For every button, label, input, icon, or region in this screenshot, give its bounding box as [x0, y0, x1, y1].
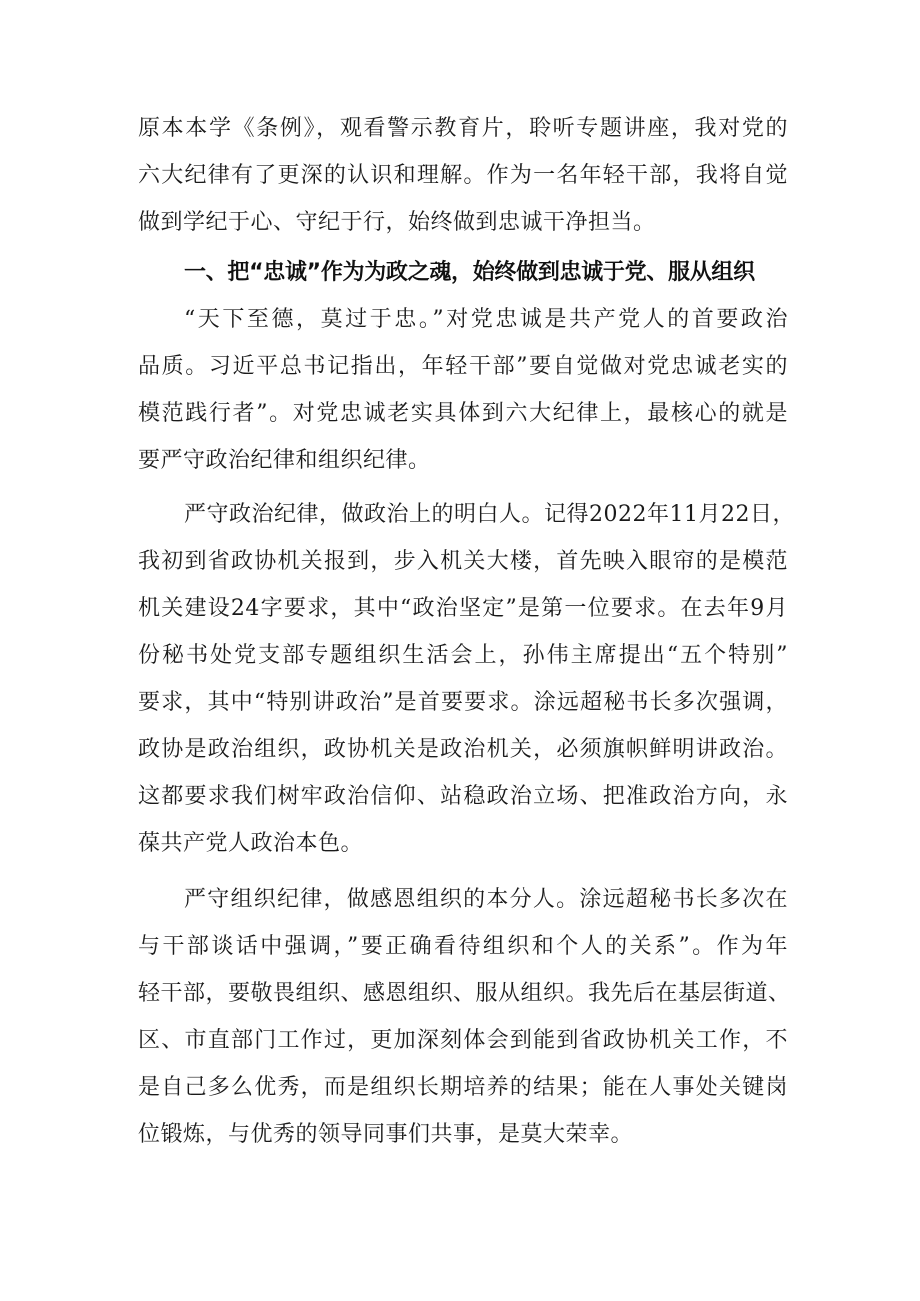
text-line: 原本本学《条例》，观看警示教育片，聆听专题讲座，我对党的 — [138, 116, 788, 141]
text-line: 政协是政治组织，政协机关是政治机关，必须旗帜鲜明讲政治。 — [138, 737, 788, 762]
text-line: 严守组织纪律，做感恩组织的本分人。涂远超秘书长多次在 — [184, 887, 788, 912]
text-line: 模范践行者”。对党忠诚老实具体到六大纪律上，最核心的就是 — [138, 401, 788, 426]
section-heading: 一、把“忠诚”作为为政之魂，始终做到忠诚于党、服从组织 — [184, 260, 755, 285]
text-line: 我初到省政协机关报到，步入机关大楼，首先映入眼帘的是模范 — [138, 549, 788, 574]
text-line: 位锻炼，与优秀的领导同事们共事，是莫大荣幸。 — [138, 1122, 634, 1147]
text-line: 机关建设24字要求，其中“政治坚定”是第一位要求。在去年9月 — [138, 596, 788, 621]
text-line: 做到学纪于心、守纪于行，始终做到忠诚干净担当。 — [138, 210, 656, 235]
text-line: 这都要求我们树牢政治信仰、站稳政治立场、把准政治方向，永 — [138, 784, 788, 809]
text-line: 轻干部，要敬畏组织、感恩组织、服从组织。我先后在基层街道、 — [138, 981, 791, 1006]
text-line: 要严守政治纪律和组织纪律。 — [138, 448, 431, 473]
text-line: 要求，其中“特别讲政治”是首要要求。涂远超秘书长多次强调， — [138, 690, 788, 715]
text-line: 严守政治纪律，做政治上的明白人。记得2022年11月22日， — [184, 502, 795, 527]
text-line: 是自己多么优秀，而是组织长期培养的结果；能在人事处关键岗 — [138, 1075, 788, 1100]
text-line: 区、市直部门工作过，更加深刻体会到能到省政协机关工作，不 — [138, 1028, 788, 1053]
text-line: 六大纪律有了更深的认识和理解。作为一名年轻干部，我将自觉 — [138, 163, 788, 188]
text-line: 份秘书处党支部专题组织生活会上，孙伟主席提出“五个特别” — [138, 643, 788, 668]
text-line: 葆共产党人政治本色。 — [138, 831, 364, 856]
text-line: 与干部谈话中强调，”要正确看待组织和个人的关系”。作为年 — [138, 934, 788, 959]
text-line: 品质。习近平总书记指出，年轻干部”要自觉做对党忠诚老实的 — [138, 354, 788, 379]
text-line: “天下至德，莫过于忠。”对党忠诚是共产党人的首要政治 — [184, 307, 788, 332]
